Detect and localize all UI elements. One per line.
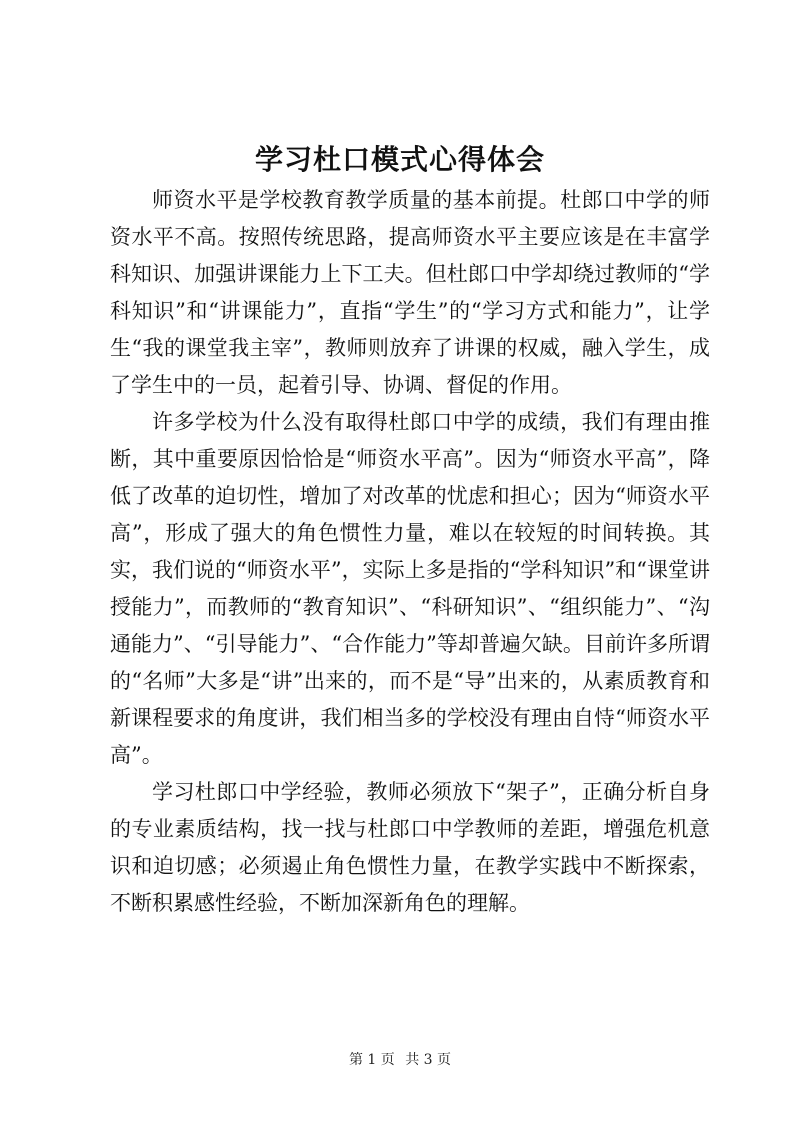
page-footer xyxy=(0,1049,800,1069)
paragraph-1: 师资水平是学校教育教学质量的基本前提。杜郎口中学的师资水平不高。按照传统思路，提高师资水平主要应该是在丰富学科知识、加强讲课能力上下工夫。但杜郎口中学却绕过教师的“学科知识”和“讲课能力”，直指“学生”的“学习方式和能力”，让学生“我的课堂我主宰”，教师则放弃了讲课的权威，融入学生，成了学生中的一员，起着引导、协调、督促的作用。 xyxy=(110,188,710,397)
document-body xyxy=(110,182,710,922)
page-number-total: 共 3 页 xyxy=(405,1052,452,1068)
paragraph-2: 许多学校为什么没有取得杜郎口中学的成绩，我们有理由推断，其中重要原因恰恰是“师资水平高”。因为“师资水平高”，降低了改革的迫切性，增加了对改革的忧虑和担心；因为“师资水平高”，形成了强大的角色惯性力量，难以在较短的时间转换。其实，我们说的“师资水平”，实际上多是指的“学科知识”和“课堂讲授能力”，而教师的“教育知识”、“科研知识”、“组织能力”、“沟通能力”、“引导能力”、“合作能力”等却普遍欠缺。目前许多所谓的“名师”大多是“讲”出来的，而不是“导”出来的，从素质教育和新课程要求的角度讲，我们相当多的学校没有理由自恃“师资水平高”。 xyxy=(110,410,710,767)
document-title: 学习杜口模式心得体会 xyxy=(254,143,545,176)
paragraph-3: 学习杜郎口中学经验，教师必须放下“架子”，正确分析自身的专业素质结构，找一找与杜郎口中学教师的差距，增强危机意识和迫切感；必须遏止角色惯性力量，在教学实践中不断探索，不断积累感性经验，不断加深新角色的理解。 xyxy=(110,780,710,915)
page-number-current: 第 1 页 xyxy=(348,1052,395,1068)
